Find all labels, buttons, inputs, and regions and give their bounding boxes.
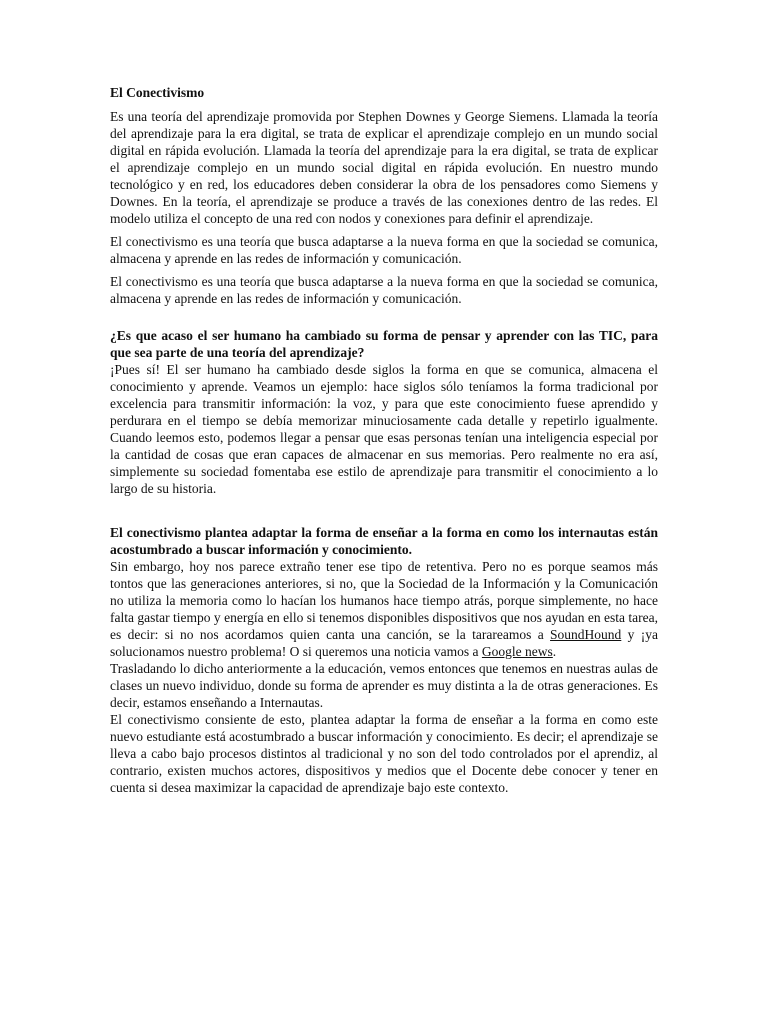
question-heading-1: ¿Es que acaso el ser humano ha cambiado su forma de pensar y aprender con las TIC, para que sea parte de una teoría del aprendizaje? (110, 328, 658, 360)
paragraph-definition-1: El conectivismo es una teoría que busca adaptarse a la nueva forma en que la sociedad se comunica, almacena y aprende en las redes de información y comunicación. (110, 234, 658, 266)
soundhound-link[interactable]: SoundHound (550, 627, 622, 642)
paragraph-definition-2: El conectivismo es una teoría que busca adaptarse a la nueva forma en que la sociedad se comunica, almacena y aprende en las redes de información y comunicación. (110, 274, 658, 306)
paragraph-answer-1: ¡Pues sí! El ser humano ha cambiado desde siglos la forma en que se comunica, almacena el conocimiento y aprende. Veamos un ejemplo: hace siglos sólo teníamos la forma tradicional por excelencia para transmitir información: la voz, y para que este conocimiento fuese aprendido y perdurara en el tiempo se debía memorizar minuciosamente cada detalle y repetirlo igualmente. Cuando leemos esto, podemos llegar a pensar que esas personas tenían una inteligencia especial por la cantidad de cosas que eran capaces de almacenar en sus memorias. Pero realmente no era así, simplemente su sociedad fomentaba ese estilo de aprendizaje para transmitir el conocimiento a lo largo de su historia. (110, 362, 658, 496)
paragraph-answer-2 (110, 558, 658, 660)
paragraph-intro: Es una teoría del aprendizaje promovida por Stephen Downes y George Siemens. Llamada la teoría del aprendizaje para la era digital, se trata de explicar el aprendizaje complejo en un mundo social digital en rápida evolución. Llamada la teoría del aprendizaje para la era digital, se trata de explicar el aprendizaje complejo en un mundo social digital en rápida evolución. En nuestro mundo tecnológico y en red, los educadores deben considerar la obra de los pensadores como Siemens y Downes. En la teoría, el aprendizaje se produce a través de las conexiones dentro de las redes. El modelo utiliza el concepto de una red con nodos y conexiones para definir el aprendizaje. (110, 109, 658, 226)
google-news-link[interactable]: Google news (481, 644, 553, 659)
paragraph-answer-4: El conectivismo consiente de esto, plantea adaptar la forma de enseñar a la forma en como este nuevo estudiante está acostumbrado a buscar información y conocimiento. Es decir; el aprendizaje se lleva a cabo bajo procesos distintos al tradicional y no son del todo controlados por el aprendiz, al contrario, existen muchos actores, dispositivos y medios que el Docente debe conocer y tener en cuenta si desea maximizar la capacidad de aprendizaje bajo este contexto. (110, 712, 658, 795)
answer-2-text-end: . (552, 644, 557, 659)
paragraph-answer-3: Trasladando lo dicho anteriormente a la educación, vemos entonces que tenemos en nuestras aulas de clases un nuevo individuo, donde su forma de aprender es muy distinta a la de otras generaciones. Es decir, estamos enseñando a Internautas. (110, 661, 658, 710)
document-title: El Conectivismo (110, 85, 205, 100)
answer-2-text-middle: y ¡ya solucionamos nuestro problema! O si queremos una noticia vamos a (110, 627, 658, 659)
question-heading-2: El conectivismo plantea adaptar la forma de enseñar a la forma en como los internautas están acostumbrado a buscar información y conocimiento. (110, 525, 658, 557)
answer-2-text-start: Sin embargo, hoy nos parece extraño tener ese tipo de retentiva. Pero no es porque seamos más tontos que las generaciones anteriores, si no, que la Sociedad de la Información y la Comunicación no utiliza la memoria como lo hacían los humanos hace tiempo atrás, porque simplemente, no hace falta gastar tiempo y energía en ello si tenemos disponibles dispositivos que nos ayudan en esta tarea, es decir: si no nos acordamos quien canta una canción, se la tarareamos a (110, 559, 658, 642)
